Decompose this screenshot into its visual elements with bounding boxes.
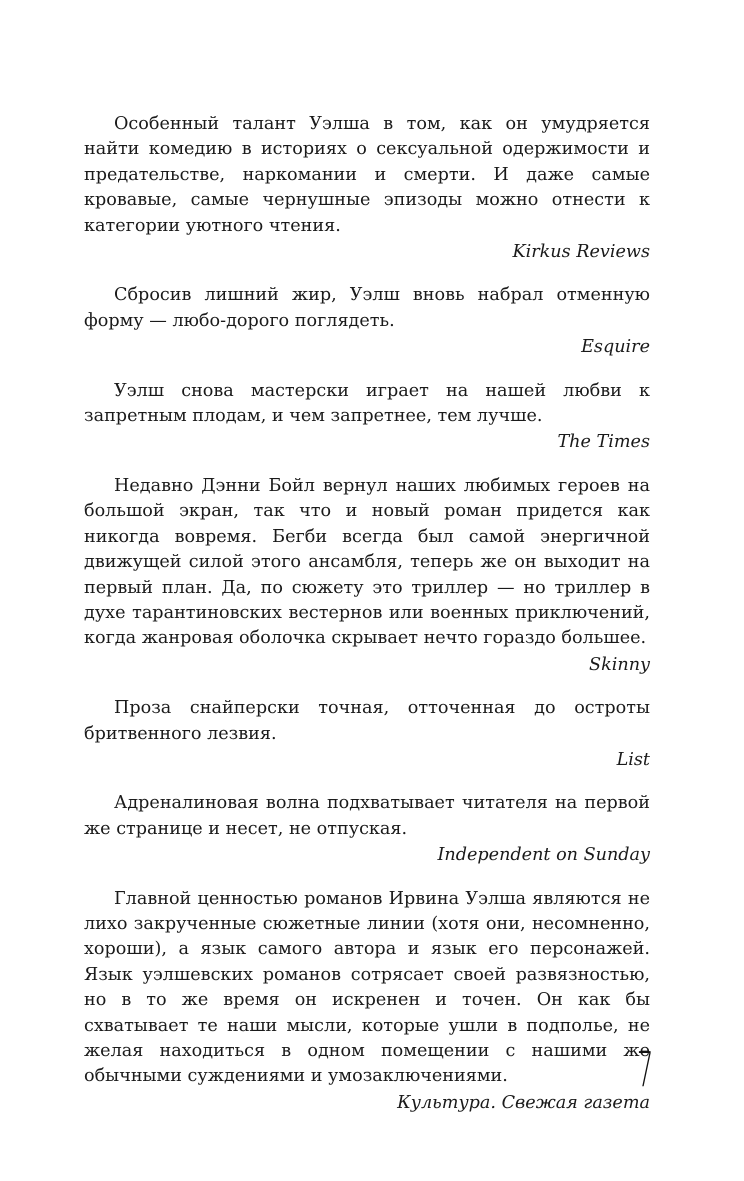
- blurbs-page: [84, 112, 650, 1134]
- blurb-text: Уэлш снова мастерски играет на нашей любви к запретным плодам, и чем запретнее, тем лучше.: [84, 380, 650, 427]
- blurb-kirkus-reviews: [84, 112, 650, 265]
- blurb-list: [84, 696, 650, 773]
- blurb-independent-on-sunday: [84, 791, 650, 868]
- blurb-source: Esquire: [581, 337, 650, 358]
- blurb-text: Недавно Дэнни Бойл вернул наших любимых героев на большой экран, так что и новый роман придется как никогда вовремя. Бегби всегда был самой энергичной движущей силой этого ансамбля, теперь же он выходит на первый план. Да, по сюжету это триллер — но триллер в духе тарантиновских вестернов или военных приключений, когда жанровая оболочка скрывает нечто гораздо большее.: [84, 475, 650, 649]
- blurb-skinny: [84, 474, 650, 678]
- blurb-text: Проза снайперски точная, отточенная до остроты бритвенного лезвия.: [84, 698, 650, 744]
- blurb-source: List: [616, 749, 650, 770]
- blurb-text: Главной ценностью романов Ирвина Уэлша являются не лихо закрученные сюжетные линии (хотя они, несомненно, хороши), а язык самого автора и язык его персонажей. Язык уэлшевских романов сотрясает своей развязностью, но в то же время он искренен и точен. Он как бы схватывает те наши мысли, которые ушли в подполье, не желая находиться в одном помещении с нашими же обычными суждениями и умозаключениями.: [84, 888, 650, 1087]
- blurb-kultura: [84, 887, 650, 1117]
- blurb-esquire: [84, 283, 650, 360]
- blurb-source: Skinny: [589, 654, 650, 675]
- blurb-text: Особенный талант Уэлша в том, как он умудряется найти комедию в историях о сексуальной одержимости и предательстве, наркомании и смерти. И даже самые кровавые, самые чернушные эпизоды можно отнести к категории уютного чтения.: [84, 114, 650, 236]
- blurb-text: Сбросив лишний жир, Уэлш вновь набрал отменную форму — любо-дорого поглядеть.: [84, 285, 650, 331]
- blurb-source: The Times: [557, 432, 650, 453]
- page-number: 7: [636, 1042, 654, 1098]
- blurb-source: Культура. Свежая газета: [397, 1092, 650, 1113]
- blurb-source: Kirkus Reviews: [512, 242, 650, 263]
- blurb-the-times: [84, 379, 650, 456]
- blurb-text: Адреналиновая волна подхватывает читателя на первой же странице и несет, не отпуская.: [84, 793, 650, 839]
- blurb-source: Independent on Sunday: [437, 845, 650, 866]
